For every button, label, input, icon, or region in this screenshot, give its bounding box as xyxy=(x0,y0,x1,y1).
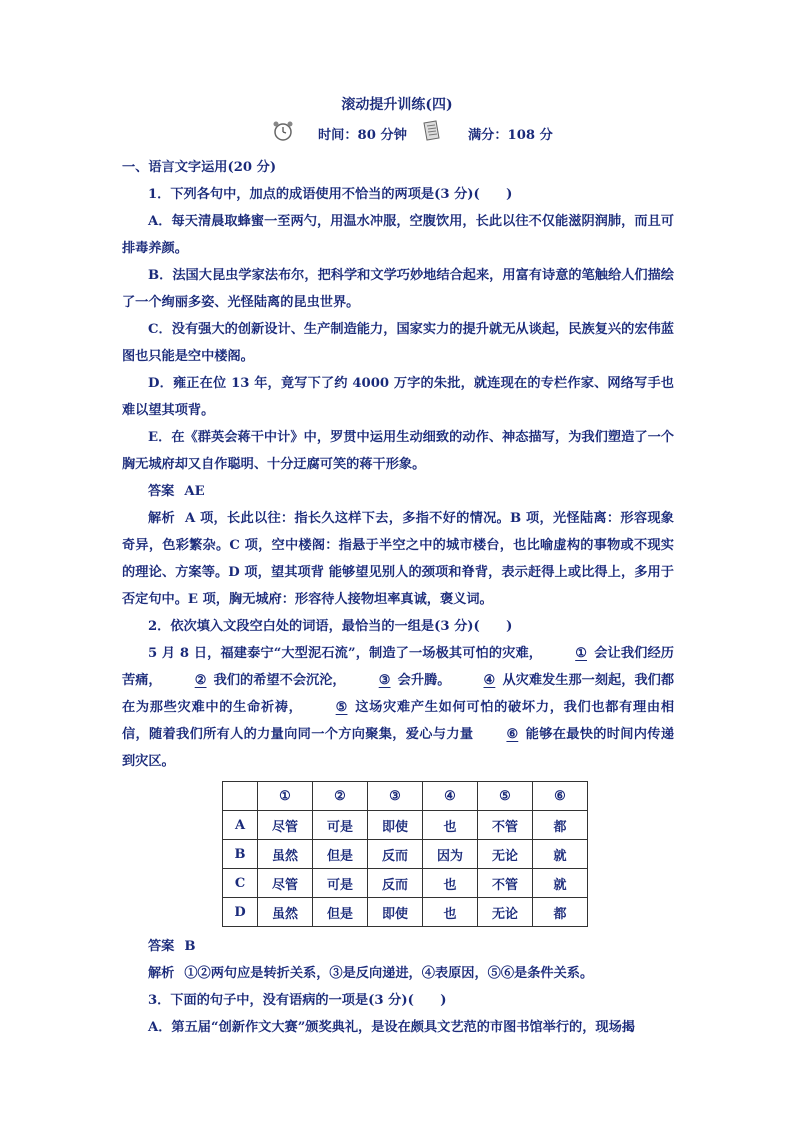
analysis-text: A 项，长此以往：指长久这样下去，多指不好的情况。B 项，光怪陆离：形容现象奇异，色彩繁杂。C 项，空中楼阁：指悬于半空之中的城市楼台，也比喻虚构的事物或不现实的理论、方案等。D 项，望其项背 能够望见别人的颈项和脊背，表示赶得上或比得上，多用于否定句中。E 项，胸无城府：形容待人接物坦率真诚，褒义词。 xyxy=(122,511,674,607)
table-cell: 即使 xyxy=(368,811,423,840)
passage-part: 5 月 8 日，福建泰宁“大型泥石流”，制造了一场极其可怕的灾难， xyxy=(148,646,543,661)
table-cell: 可是 xyxy=(313,811,368,840)
table-header-cell: ⑥ xyxy=(533,782,588,811)
passage-part: 从灾难发生那一刻起，我们都在为那些灾难中的生命祈祷， xyxy=(122,673,675,715)
question-3-option-a: A．第五届“创新作文大赛”颁奖典礼，是设在颇具文艺范的市图书馆举行的，现场揭 xyxy=(148,1020,635,1035)
table-cell: 可是 xyxy=(313,869,368,898)
question-1-option-c: C．没有强大的创新设计、生产制造能力，国家实力的提升就无从谈起，民族复兴的宏伟蓝图也只能是空中楼阁。 xyxy=(122,322,674,364)
answer-label: 答案 xyxy=(148,939,175,954)
table-row xyxy=(223,898,588,927)
passage-part: 会让我们经历苦痛， xyxy=(122,646,674,688)
question-2-passage xyxy=(122,640,674,775)
blank-4: ④ xyxy=(483,673,496,688)
table-cell: 虽然 xyxy=(258,840,313,869)
section-heading: 一、语言文字运用(20 分) xyxy=(122,160,277,175)
alarm-clock-icon xyxy=(272,120,294,142)
table-header-row xyxy=(223,782,588,811)
question-2-analysis xyxy=(122,960,674,987)
blank-2: ② xyxy=(194,673,207,688)
exam-time: 时间：80 分钟 xyxy=(318,128,407,143)
table-cell: 也 xyxy=(423,898,478,927)
answer-value: AE xyxy=(184,484,205,499)
table-header-cell: ④ xyxy=(423,782,478,811)
paper-icon xyxy=(420,120,442,142)
blank-6: ⑥ xyxy=(506,727,519,742)
page-title: 滚动提升训练(四) xyxy=(341,97,453,113)
question-1-answer xyxy=(122,478,674,505)
table-cell: 即使 xyxy=(368,898,423,927)
table-header-cell: ② xyxy=(313,782,368,811)
question-1-option-b: B．法国大昆虫学家法布尔，把科学和文学巧妙地结合起来，用富有诗意的笔触给人们描绘了一个绚丽多姿、光怪陆离的昆虫世界。 xyxy=(122,268,674,310)
table-cell: 但是 xyxy=(313,898,368,927)
question-2-stem: 2．依次填入文段空白处的词语，最恰当的一组是(3 分)( ) xyxy=(148,619,513,634)
exam-full-score: 满分：108 分 xyxy=(468,128,553,143)
table-header-cell: ① xyxy=(258,782,313,811)
table-cell: 无论 xyxy=(478,898,533,927)
table-header-cell: ③ xyxy=(368,782,423,811)
blank-3: ③ xyxy=(378,673,391,688)
table-cell: 不管 xyxy=(478,869,533,898)
table-cell: 反而 xyxy=(368,840,423,869)
table-cell: 反而 xyxy=(368,869,423,898)
table-cell: 也 xyxy=(423,811,478,840)
table-cell: 虽然 xyxy=(258,898,313,927)
table-row xyxy=(223,869,588,898)
table-cell: D xyxy=(223,898,258,927)
passage-part: 会升腾。 xyxy=(397,673,451,688)
table-row xyxy=(223,811,588,840)
passage-part: 我们的希望不会沉沦， xyxy=(213,673,346,688)
table-cell: 不管 xyxy=(478,811,533,840)
question-2-answer xyxy=(122,933,674,960)
table-row xyxy=(223,840,588,869)
analysis-label: 解析 xyxy=(148,511,175,526)
table-cell: A xyxy=(223,811,258,840)
question-1-option-e: E．在《群英会蒋干中计》中，罗贯中运用生动细致的动作、神态描写，为我们塑造了一个胸无城府却又自作聪明、十分迂腐可笑的蒋干形象。 xyxy=(122,430,674,472)
analysis-label: 解析 xyxy=(148,966,175,981)
table-cell: 尽管 xyxy=(258,869,313,898)
passage-part: 能够在最快的时间内传递到灾区。 xyxy=(122,727,675,769)
analysis-text: ①②两句应是转折关系，③是反向递进，④表原因，⑤⑥是条件关系。 xyxy=(184,966,594,981)
table-cell: 也 xyxy=(423,869,478,898)
table-cell: 都 xyxy=(533,811,588,840)
table-cell: 就 xyxy=(533,840,588,869)
table-header-cell: ⑤ xyxy=(478,782,533,811)
table-cell: 无论 xyxy=(478,840,533,869)
table-cell: 尽管 xyxy=(258,811,313,840)
question-1-option-d: D．雍正在位 13 年，竟写下了约 4000 万字的朱批，就连现在的专栏作家、网络写手也难以望其项背。 xyxy=(122,376,674,418)
table-header-cell xyxy=(223,782,258,811)
question-1-analysis xyxy=(122,505,674,613)
answer-label: 答案 xyxy=(148,484,175,499)
blank-1: ① xyxy=(575,646,588,661)
table-cell: 都 xyxy=(533,898,588,927)
blank-5: ⑤ xyxy=(335,700,348,715)
table-cell: 但是 xyxy=(313,840,368,869)
exam-meta xyxy=(0,124,794,146)
answer-value: B xyxy=(184,939,196,954)
table-cell: 就 xyxy=(533,869,588,898)
question-3-stem: 3．下面的句子中，没有语病的一项是(3 分)( ) xyxy=(148,993,447,1008)
question-1-option-a: A．每天清晨取蜂蜜一至两勺，用温水冲服，空腹饮用，长此以往不仅能滋阴润肺，而且可排毒养颜。 xyxy=(122,214,674,256)
table-cell: B xyxy=(223,840,258,869)
table-cell: 因为 xyxy=(423,840,478,869)
question-1-stem: 1．下列各句中，加点的成语使用不恰当的两项是(3 分)( ) xyxy=(148,187,513,202)
options-table xyxy=(222,781,588,927)
passage-part: 这场灾难产生如何可怕的破坏力，我们也都有理由相信，随着我们所有人的力量向同一个方向聚集，爱心与力量 xyxy=(122,700,675,742)
table-cell: C xyxy=(223,869,258,898)
content xyxy=(122,154,674,1041)
